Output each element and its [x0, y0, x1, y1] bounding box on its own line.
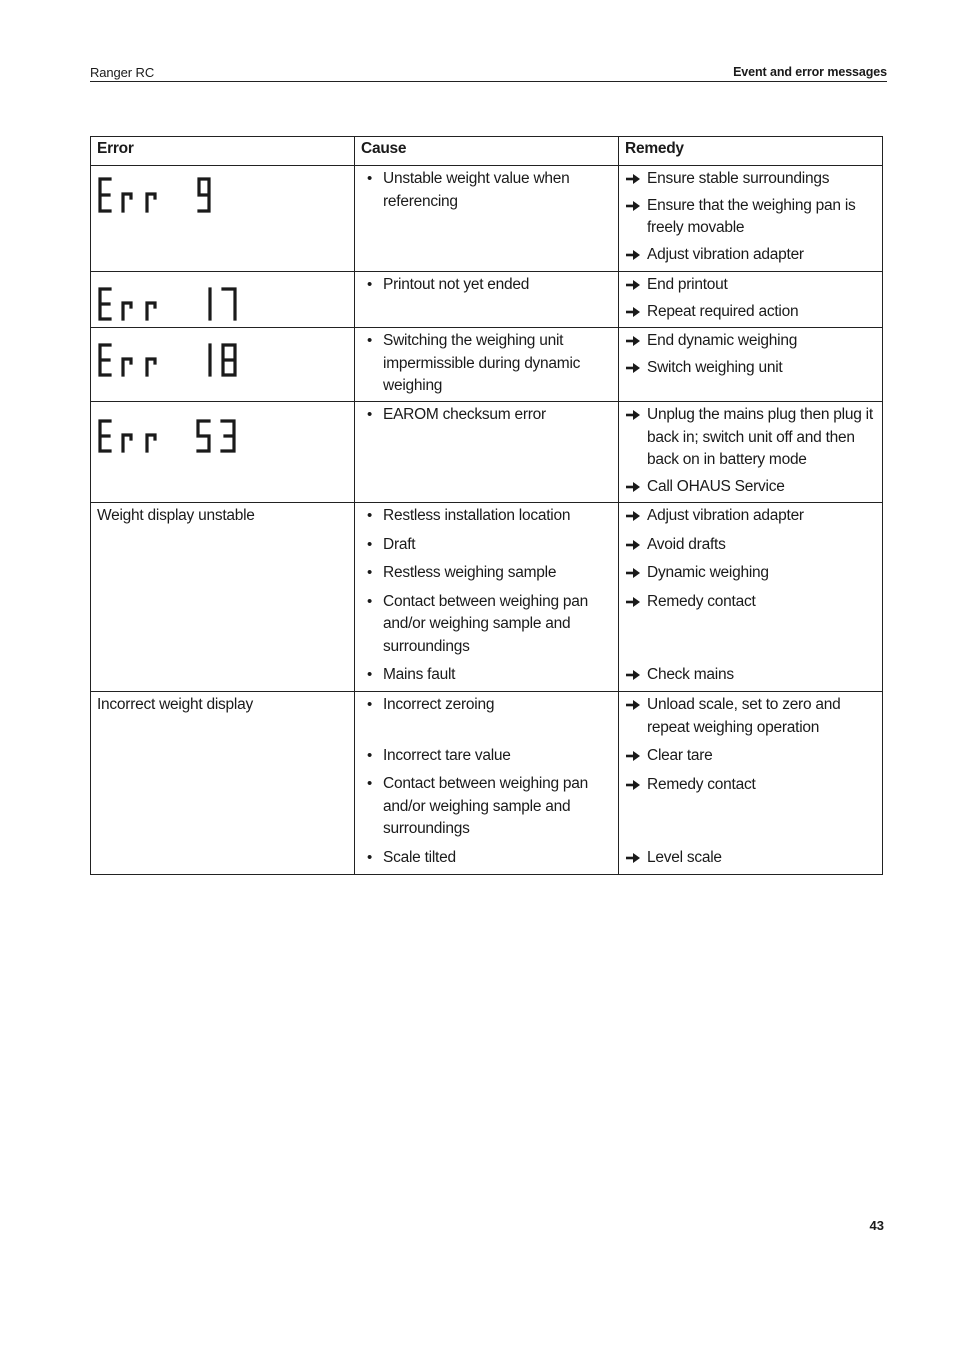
list-item: Adjust vibration adapter: [625, 244, 876, 267]
error-cell: [91, 166, 355, 272]
header-section-title: Event and error messages: [733, 65, 887, 79]
list-item: Call OHAUS Service: [625, 476, 876, 499]
seven-segment-err-53-icon: [97, 418, 247, 454]
cause-cell: [355, 272, 619, 328]
arrow-right-icon: [625, 745, 643, 767]
arrow-right-icon: [625, 330, 643, 352]
error-code-display: [97, 418, 348, 454]
seven-segment-err-17-icon: [97, 286, 247, 322]
list-item: • Incorrect tare value: [361, 745, 612, 768]
bullet-icon: •: [367, 848, 373, 866]
bullet-icon: •: [367, 276, 373, 293]
list-item: • Contact between weighing pan and/or weighing sample and surroundings: [367, 775, 588, 837]
cause-cell: [355, 328, 619, 402]
bullet-icon: •: [367, 696, 373, 713]
bullet-icon: •: [367, 332, 373, 349]
error-cell: [91, 402, 355, 503]
error-cell: [91, 328, 355, 402]
bullet-icon: •: [367, 592, 373, 610]
list-item: • Switching the weighing unit impermissible during dynamic weighing: [367, 332, 581, 394]
list-item: Adjust vibration adapter: [625, 505, 876, 528]
table-row: [91, 402, 883, 503]
list-item: Ensure that the weighing pan is freely movable: [625, 195, 876, 240]
arrow-right-icon: [625, 357, 643, 379]
error-description: Weight display unstable: [97, 507, 255, 524]
arrow-right-icon: [625, 694, 643, 716]
list-item: • Scale tilted: [361, 847, 612, 870]
list-item: Remedy contact: [625, 591, 876, 614]
column-header-error: Error: [91, 137, 355, 166]
list-item: • Incorrect zeroing: [361, 694, 612, 717]
bullet-icon: •: [367, 746, 373, 764]
arrow-right-icon: [625, 534, 643, 556]
bullet-icon: •: [367, 535, 373, 553]
list-item: • Restless weighing sample: [361, 562, 612, 585]
page-number: 43: [869, 1218, 884, 1233]
remedy-cell: [619, 272, 883, 328]
bullet-icon: •: [367, 666, 373, 683]
list-item: • Contact between weighing pan and/or weighing sample and surroundings: [367, 592, 588, 655]
list-item: Level scale: [625, 847, 876, 870]
bullet-icon: •: [367, 775, 373, 792]
remedy-cell: [619, 503, 883, 692]
error-cell: [91, 272, 355, 328]
cause-cell: [355, 402, 619, 503]
cause-cell: [355, 692, 619, 875]
list-item: Unload scale, set to zero and repeat weighing operation: [625, 694, 876, 739]
error-code-display: [97, 342, 348, 378]
list-item: • Printout not yet ended: [361, 274, 612, 297]
table-row: [91, 328, 883, 402]
table-row: [91, 272, 883, 328]
arrow-right-icon: [625, 301, 643, 323]
list-item: Repeat required action: [625, 301, 876, 324]
arrow-right-icon: [625, 591, 643, 613]
arrow-right-icon: [625, 274, 643, 296]
list-item: Ensure stable surroundings: [625, 168, 876, 191]
remedy-cell: [619, 166, 883, 272]
list-item: Avoid drafts: [625, 534, 876, 557]
list-item: Dynamic weighing: [625, 562, 876, 585]
error-cell: [91, 692, 355, 875]
seven-segment-err-9-icon: [97, 176, 227, 214]
remedy-cell: [619, 402, 883, 503]
table-header-row: [91, 137, 883, 166]
bullet-icon: •: [367, 564, 373, 581]
arrow-right-icon: [625, 476, 643, 498]
seven-segment-err-18-icon: [97, 342, 247, 378]
arrow-right-icon: [625, 195, 643, 217]
cause-cell: [355, 166, 619, 272]
list-item: • EAROM checksum error: [361, 404, 612, 427]
table-row: [91, 503, 883, 692]
bullet-icon: •: [367, 507, 373, 524]
list-item: • Mains fault: [361, 664, 612, 687]
error-code-display: [97, 176, 348, 214]
error-code-display: [97, 286, 348, 322]
column-header-remedy: Remedy: [619, 137, 883, 166]
list-item: Unplug the mains plug then plug it back in; switch unit off and then back on in battery mode: [625, 404, 876, 472]
list-item: Clear tare: [625, 745, 876, 768]
list-item: End dynamic weighing: [625, 330, 876, 353]
list-item: Switch weighing unit: [625, 357, 876, 380]
arrow-right-icon: [625, 505, 643, 527]
arrow-right-icon: [625, 244, 643, 266]
arrow-right-icon: [625, 847, 643, 869]
arrow-right-icon: [625, 664, 643, 686]
table-row: [91, 166, 883, 272]
error-description: Incorrect weight display: [97, 696, 253, 713]
remedy-cell: [619, 692, 883, 875]
bullet-icon: •: [367, 170, 373, 187]
arrow-right-icon: [625, 774, 643, 796]
table-row: [91, 692, 883, 875]
arrow-right-icon: [625, 168, 643, 190]
list-item: End printout: [625, 274, 876, 297]
arrow-right-icon: [625, 562, 643, 584]
running-header: [90, 62, 887, 82]
list-item: Check mains: [625, 664, 876, 687]
list-item: • Restless installation location: [361, 505, 612, 528]
list-item: Remedy contact: [625, 774, 876, 797]
arrow-right-icon: [625, 404, 643, 426]
header-product-name: Ranger RC: [90, 65, 155, 80]
column-header-cause: Cause: [355, 137, 619, 166]
error-cell: [91, 503, 355, 692]
list-item: • Draft: [361, 534, 612, 557]
list-item: • Unstable weight value when referencing: [367, 170, 570, 210]
cause-cell: [355, 503, 619, 692]
remedy-cell: [619, 328, 883, 402]
bullet-icon: •: [367, 406, 373, 423]
error-messages-table: [90, 136, 883, 875]
